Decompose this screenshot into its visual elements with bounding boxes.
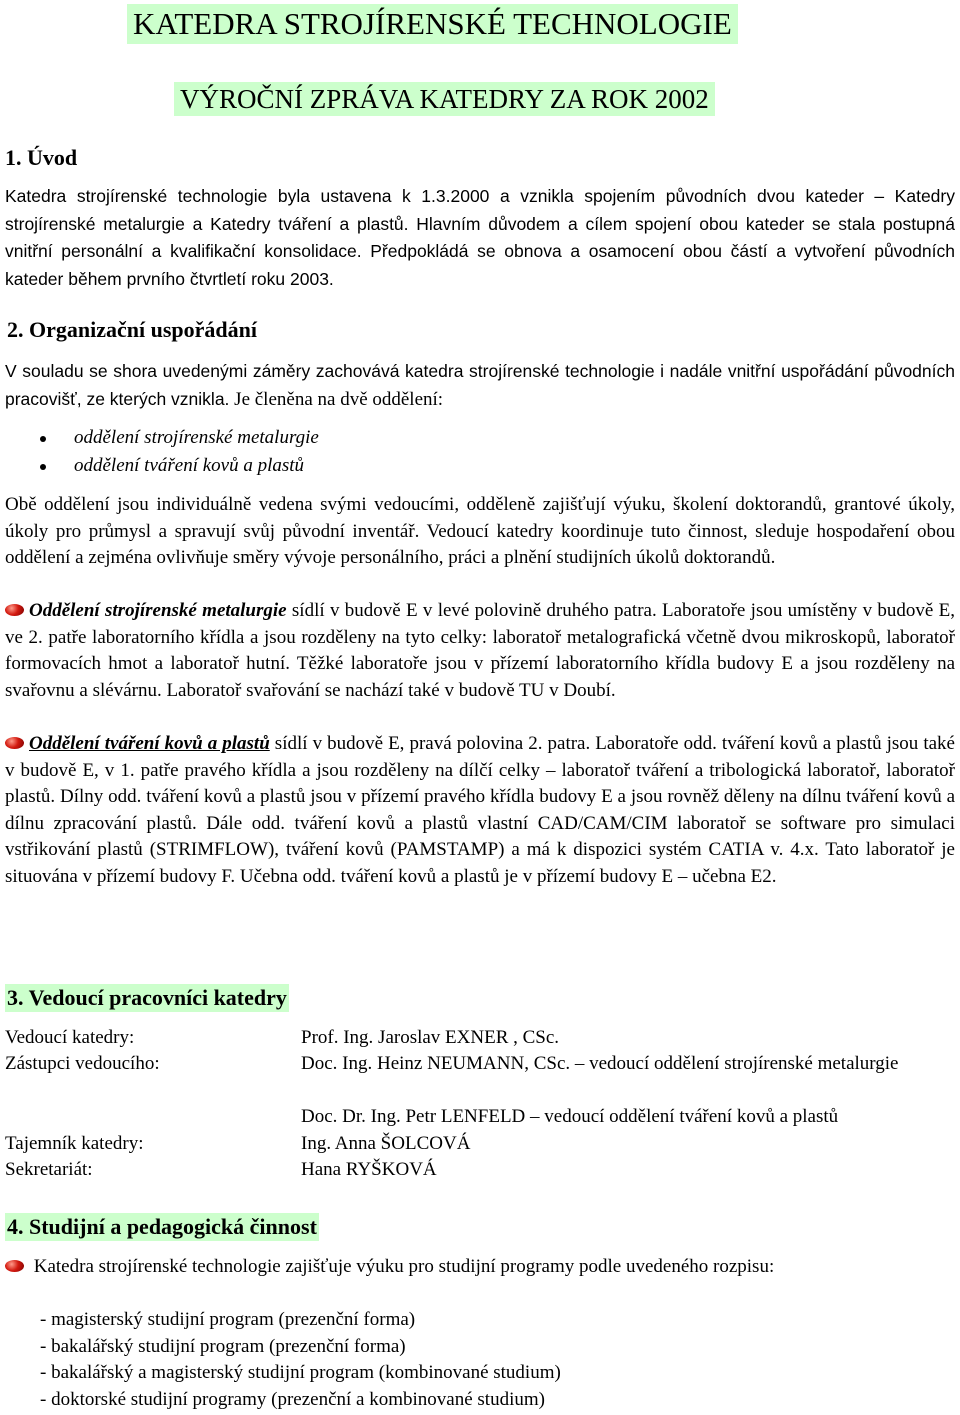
staff-label: Tajemník katedry: <box>5 1133 144 1154</box>
bullet-item <box>40 424 319 452</box>
bullet-text: oddělení tváření kovů a plastů <box>74 455 305 476</box>
red-ball-icon <box>5 737 24 749</box>
program-item: - magisterský studijní program (prezenční forma) <box>40 1309 416 1330</box>
bullet-dot-icon <box>40 436 46 442</box>
bullet-dot-icon <box>40 464 46 470</box>
program-item: - bakalářský studijní program (prezenční forma) <box>40 1336 406 1357</box>
dept1-name: Oddělení strojírenské metalurgie <box>29 600 287 621</box>
section-2-intro <box>5 358 955 413</box>
document-subtitle: VÝROČNÍ ZPRÁVA KATEDRY ZA ROK 2002 <box>174 82 715 116</box>
section-2-heading: 2. Organizační uspořádání <box>7 317 257 342</box>
staff-label: Zástupci vedoucího: <box>5 1053 160 1074</box>
staff-value: Doc. Ing. Heinz NEUMANN, CSc. – vedoucí oddělení strojírenské metalurgie <box>301 1053 899 1074</box>
section-3-heading: 3. Vedoucí pracovníci katedry <box>7 985 287 1010</box>
section-4-intro-text: Katedra strojírenské technologie zajišťuje výuku pro studijní programy podle uvedeného rozpisu: <box>33 1256 775 1277</box>
dept1-text: sídlí v budově E v levé polovině druhého patra. Laboratoře jsou umístěny v budově E, ve 2. patře laboratorního křídla a jsou rozděleny na tyto celky: laboratoř metalografická včetně dvou mikroskopů, laboratoř formovacích hmot a laboratoř hutní. Těžké laboratoře jsou v přízemí laboratorního křídla budovy E a jsou rozděleny na svařovnu a slévárnu. Laboratoř svařování se nachází také v budově TU v Doubí. <box>5 600 955 701</box>
dept1-paragraph <box>5 598 955 704</box>
staff-value: Ing. Anna ŠOLCOVÁ <box>301 1133 471 1154</box>
program-item: - doktorské studijní programy (prezenční a kombinované studium) <box>40 1389 545 1410</box>
dept2-paragraph <box>5 731 955 890</box>
bullet-text: oddělení strojírenské metalurgie <box>74 427 319 448</box>
intro-text: Katedra strojírenské technologie byla ustavena k 1.3.2000 a vznikla spojením původních dvou kateder – Katedry strojírenské metalurgie a Katedry tváření a plastů. Hlavním důvodem a cílem spojení obou kateder se stala postupná vnitřní personální a kvalifikační konsolidace. Předpokládá se obnova a osamocení obou částí a vytvoření původních kateder během prvního čtvrtletí roku 2003. <box>5 186 955 289</box>
dept2-text: sídlí v budově E, pravá polovina 2. patra. Laboratoře odd. tváření kovů a plastů jsou také v budově E, v 1. patře pravého křídla a jsou rozděleny na dílčí celky – laboratoř tváření a tribologická laboratoř, laboratoř plastů. Dílny odd. tváření kovů a plastů jsou v přízemí pravého křídla budovy E a jsou rovněž děleny na dílnu tváření kovů a dílnu zpracování plastů. Dále odd. tváření kovů a plastů vlastní CAD/CAM/CIM laboratoř se software pro simulaci vstřikování plastů (STRIMFLOW), tváření kovů (PAMSTAMP) a má k dispozici systém CATIA v. 4.x. Tato laboratoř je situována v přízemí budovy F. Učebna odd. tváření kovů a plastů je v přízemí budovy E – učebna E2. <box>5 733 955 887</box>
red-ball-icon <box>5 1260 24 1272</box>
dept2-name: Oddělení tváření kovů a plastů <box>29 733 270 754</box>
red-ball-icon <box>5 604 24 616</box>
staff-value: Prof. Ing. Jaroslav EXNER , CSc. <box>301 1027 560 1048</box>
document-title: KATEDRA STROJÍRENSKÉ TECHNOLOGIE <box>127 4 738 44</box>
section-4-heading: 4. Studijní a pedagogická činnost <box>7 1214 317 1239</box>
staff-label: Vedoucí katedry: <box>5 1027 135 1048</box>
section-2-intro-a: V souladu se shora uvedenými záměry zachovává katedra strojírenské technologie i nadále vnitřní uspořádání původních pracovišť, ze kterých vznikla. <box>5 361 955 409</box>
section-2-paragraph: Obě oddělení jsou individuálně vedena svými vedoucími, odděleně zajišťují výuku, školení doktorandů, grantové úkoly, úkoly pro průmysl a spravují svůj původní inventář. Vedoucí katedry koordinuje tuto činnost, sleduje hospodaření obou oddělení a zejména ovlivňuje směry vývoje personálního, práci a plnění studijních úkolů doktorandů. <box>5 494 955 568</box>
section-2-intro-b: Je členěna na dvě oddělení: <box>229 388 444 410</box>
staff-value: Hana RYŠKOVÁ <box>301 1159 437 1180</box>
section-1-heading: 1. Úvod <box>5 145 78 170</box>
section-4-intro <box>5 1254 955 1281</box>
staff-label: Sekretariát: <box>5 1159 93 1180</box>
staff-value: Doc. Dr. Ing. Petr LENFELD – vedoucí oddělení tváření kovů a plastů <box>301 1106 839 1127</box>
bullet-item <box>40 452 304 480</box>
section-1-paragraph <box>5 183 955 293</box>
program-item: - bakalářský a magisterský studijní program (kombinované studium) <box>40 1362 561 1383</box>
